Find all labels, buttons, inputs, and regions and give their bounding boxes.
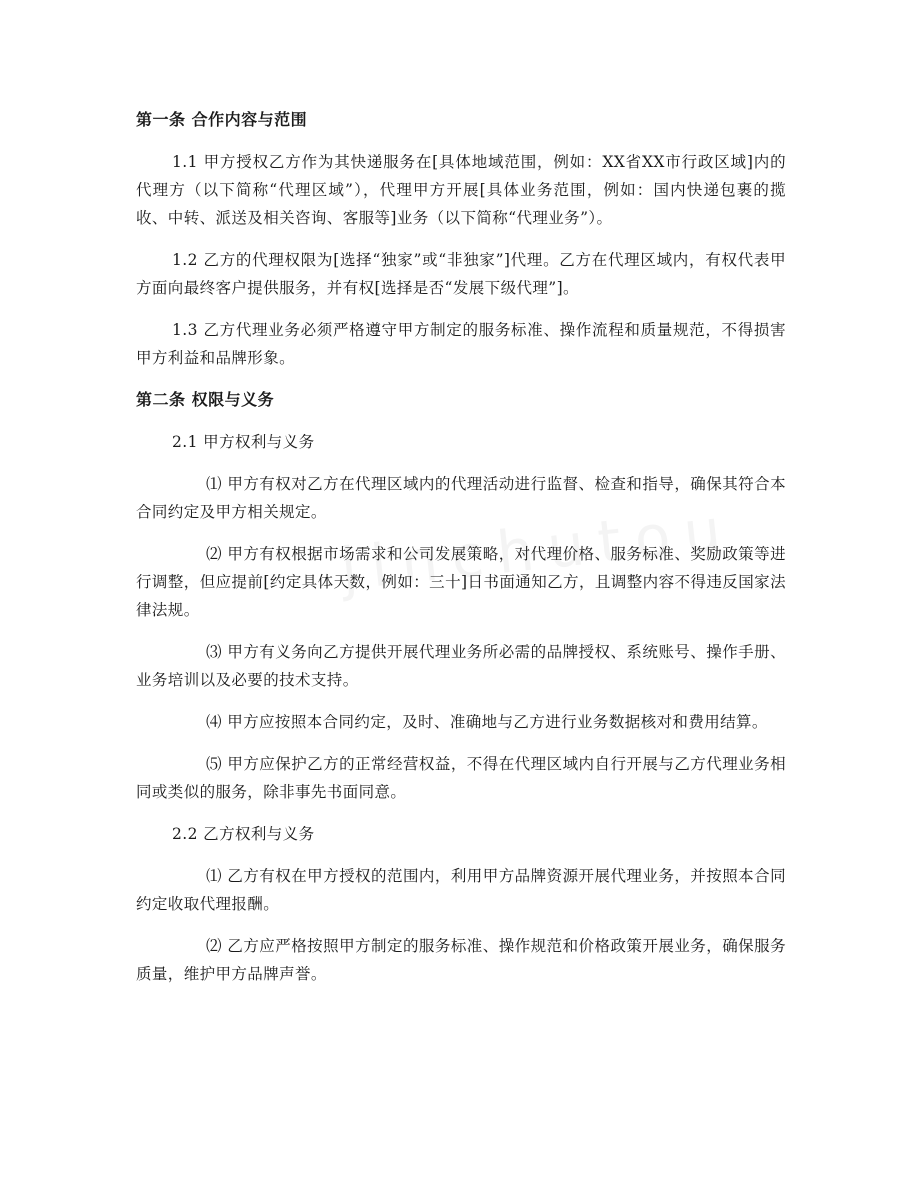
document-body [136,106,786,1002]
clause-1-3: 1.3 乙方代理业务必须严格遵守甲方制定的服务标准、操作流程和质量规范，不得损害甲方利益和品牌形象。 [136,321,786,367]
clause-2-1-item-5: ⑸ 甲方应保护乙方的正常经营权益，不得在代理区域内自行开展与乙方代理业务相同或类似的服务，除非事先书面同意。 [136,755,786,801]
clause-2-1-title: 2.1 甲方权利与义务 [172,433,315,451]
section-1-heading: 第一条 合作内容与范围 [136,110,308,129]
clause-2-1-item-3: ⑶ 甲方有义务向乙方提供开展代理业务所必需的品牌授权、系统账号、操作手册、业务培训以及必要的技术支持。 [136,643,786,689]
clause-2-2-title: 2.2 乙方权利与义务 [172,825,315,843]
clause-2-1-item-2: ⑵ 甲方有权根据市场需求和公司发展策略，对代理价格、服务标准、奖励政策等进行调整，但应提前[约定具体天数，例如：三十]日书面通知乙方，且调整内容不得违反国家法律法规。 [136,545,786,619]
clause-2-2-item-1: ⑴ 乙方有权在甲方授权的范围内，利用甲方品牌资源开展代理业务，并按照本合同约定收取代理报酬。 [136,867,786,913]
clause-1-1: 1.1 甲方授权乙方作为其快递服务在[具体地域范围，例如：XX省XX市行政区域]内的代理方（以下简称“代理区域”），代理甲方开展[具体业务范围，例如：国内快递包裹的揽收、中转、派送及相关咨询、客服等]业务（以下简称“代理业务”）。 [136,153,786,227]
clause-2-2-item-2: ⑵ 乙方应严格按照甲方制定的服务标准、操作规范和价格政策开展业务，确保服务质量，维护甲方品牌声誉。 [136,937,786,983]
section-2-heading: 第二条 权限与义务 [136,390,275,409]
clause-2-1-item-1: ⑴ 甲方有权对乙方在代理区域内的代理活动进行监督、检查和指导，确保其符合本合同约定及甲方相关规定。 [136,475,786,521]
clause-1-2: 1.2 乙方的代理权限为[选择“独家”或“非独家”]代理。乙方在代理区域内，有权代表甲方面向最终客户提供服务，并有权[选择是否“发展下级代理”]。 [136,251,786,297]
clause-2-1-item-4: ⑷ 甲方应按照本合同约定，及时、准确地与乙方进行业务数据核对和费用结算。 [206,713,768,731]
